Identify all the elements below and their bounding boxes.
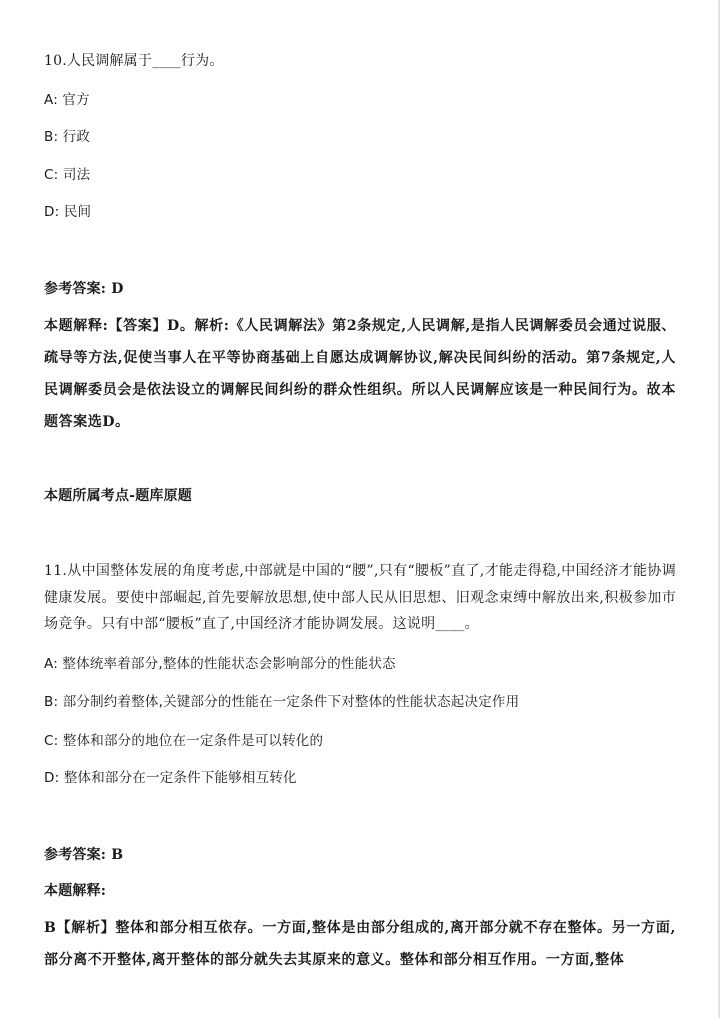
question-11-explanation-label: 本题解释: — [44, 883, 107, 899]
question-11-option-d: D: 整体和部分在一定条件下能够相互转化 — [44, 770, 297, 786]
question-11-text: 11.从中国整体发展的角度考虑,中部就是中国的“腰”,只有“腰板”直了,才能走得稳,中国经济才能协调健康发展。要使中部崛起,首先要解放思想,使中部人民从旧思想、旧观念束缚中解放出来,积极参加市场竞争。只有中部“腰板”直了,中国经济才能协调发展。这说明____。 — [44, 563, 676, 632]
question-11-answer: 参考答案: B — [44, 847, 124, 863]
question-10-text: 10.人民调解属于____行为。 — [44, 53, 224, 69]
question-10-answer: 参考答案: D — [44, 281, 124, 297]
question-10-topic: 本题所属考点-题库原题 — [44, 488, 193, 504]
question-11-option-c: C: 整体和部分的地位在一定条件是可以转化的 — [44, 733, 324, 749]
question-10-option-b: B: 行政 — [44, 129, 91, 145]
question-10-option-a: A: 官方 — [44, 92, 90, 108]
question-11-explanation: B【解析】整体和部分相互依存。一方面,整体是由部分组成的,离开部分就不存在整体。另一方面,部分离不开整体,离开整体的部分就失去其原来的意义。整体和部分相互作用。一方面,整体 — [44, 920, 676, 968]
question-11-option-b: B: 部分制约着整体,关键部分的性能在一定条件下对整体的性能状态起决定作用 — [44, 694, 520, 710]
question-10-option-c: C: 司法 — [44, 167, 91, 183]
question-10-explanation: 本题解释:【答案】D。解析:《人民调解法》第2条规定,人民调解,是指人民调解委员会通过说服、疏导等方法,促使当事人在平等协商基础上自愿达成调解协议,解决民间纠纷的活动。第7条规定,人民调解委员会是依法设立的调解民间纠纷的群众性组织。所以人民调解应该是一种民间行为。故本题答案选D。 — [44, 318, 676, 430]
question-11-option-a: A: 整体统率着部分,整体的性能状态会影响部分的性能状态 — [44, 656, 396, 672]
question-10-option-d: D: 民间 — [44, 204, 92, 220]
